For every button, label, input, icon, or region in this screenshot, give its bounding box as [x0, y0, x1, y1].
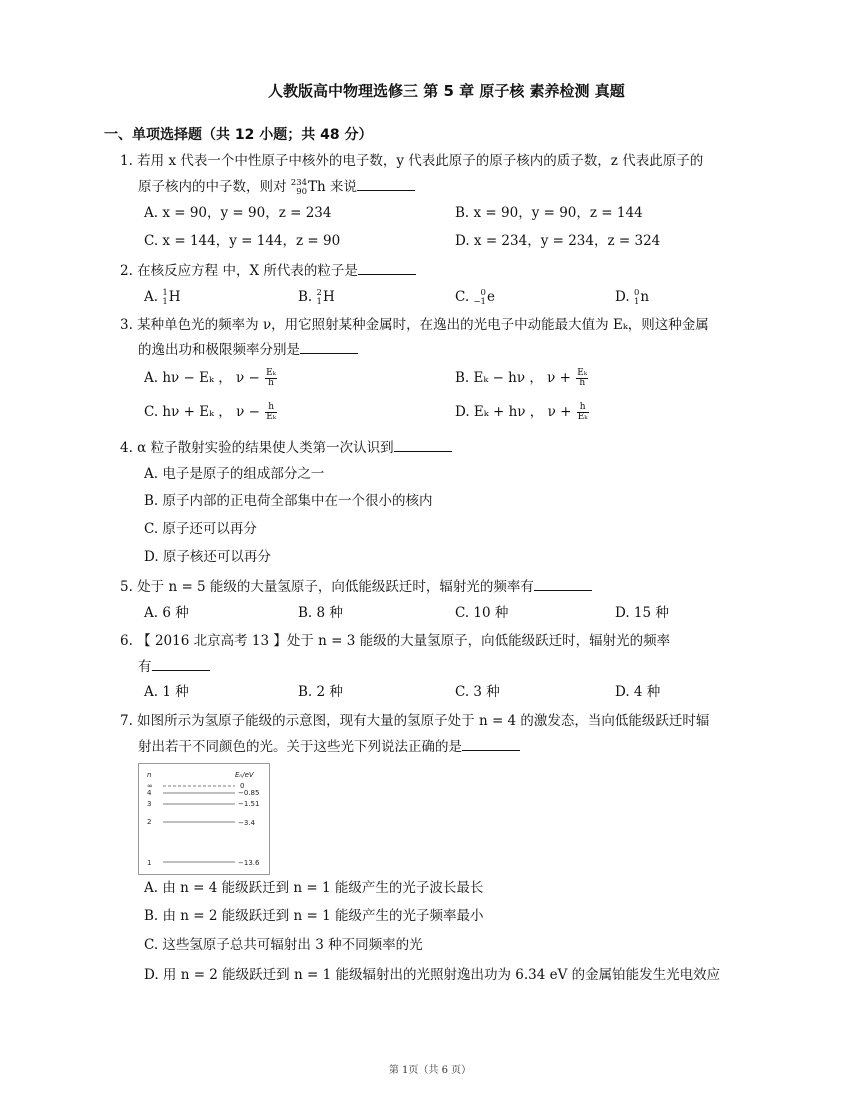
q1-option-c: C. x = 144，y = 144，z = 90 [144, 233, 341, 249]
question-1-line1: 1. 若用 x 代表一个中性原子中核外的电子数，y 代表此原子的原子核内的质子数，z 代表此原子的 [120, 153, 704, 169]
section-heading: 一、单项选择题（共 12 小题；共 48 分） [104, 127, 373, 143]
nuclide-symbol: Th [308, 179, 326, 195]
level-label-4: 4 [147, 789, 152, 797]
q3-option-d: D. Eₖ + hν ， ν + $\frac{h}{\text{Eₖ}}$ [455, 402, 588, 422]
q4-option-a: A. 电子是原子的组成部分之一 [144, 466, 325, 482]
q7-option-d: D. 用 n = 2 能级跃迁到 n = 1 能级辐射出的光照射逸出功为 6.34 eV 的金属铂能发生光电效应 [144, 967, 721, 983]
q2-option-d: D. 0 1 n [615, 288, 650, 307]
question-7-line1: 7. 如图所示为氢原子能级的示意图，现有大量的氢原子处于 n = 4 的激发态，当向低能级跃迁时辐 [120, 713, 710, 729]
answer-blank[interactable] [394, 439, 452, 452]
level-label-inf: ∞ [147, 782, 153, 790]
q1-option-b: B. x = 90，y = 90，z = 144 [455, 205, 643, 221]
energy-level-svg [139, 764, 269, 874]
nuclide-th: 234 90 [290, 178, 308, 197]
question-3-line2: 的逸出功和极限频率分别是 [138, 341, 358, 359]
q6-option-d: D. 4 种 [615, 684, 661, 700]
q4-option-c: C. 原子还可以再分 [144, 521, 257, 537]
question-1-text-end: 来说 [325, 179, 358, 195]
q2-option-a: A. 1 1 H [144, 288, 181, 307]
q2-option-c: C. 0 −1 e [455, 288, 495, 307]
level-label-2: 2 [147, 818, 152, 826]
q6-option-a: A. 1 种 [144, 684, 189, 700]
q5-option-d: D. 15 种 [615, 605, 669, 621]
page-title: 人教版高中物理选修三 第 5 章 原子核 素养检测 真题 [268, 82, 625, 100]
q1-option-a: A. x = 90，y = 90，z = 234 [144, 205, 332, 221]
q2-option-b: B. 2 1 H [298, 288, 335, 307]
level-label-3: 3 [147, 800, 152, 808]
question-3-line1: 3. 某种单色光的频率为 ν，用它照射某种金属时，在逸出的光电子中动能最大值为 Eₖ，则这种金属 [120, 317, 709, 333]
q6-option-c: C. 3 种 [455, 684, 500, 700]
q1-option-d: D. x = 234，y = 234，z = 324 [455, 233, 661, 249]
question-1-text: 原子核内的中子数，则对 [138, 179, 291, 195]
answer-blank[interactable] [534, 578, 592, 591]
answer-blank[interactable] [152, 658, 210, 671]
answer-blank[interactable] [300, 341, 358, 354]
q7-option-b: B. 由 n = 2 能级跃迁到 n = 1 能级产生的光子频率最小 [144, 908, 484, 924]
level-energy-2: −3.4 [238, 819, 255, 827]
question-6-line1: 6. 【 2016 北京高考 13 】处于 n = 3 能级的大量氢原子，向低能级跃迁时，辐射光的频率 [120, 633, 671, 649]
q3-option-a: A. hν − Eₖ ， ν − $\frac{\text{Eₖ}}{h}$ [144, 368, 276, 388]
energy-header: Eₙ/eV [235, 771, 254, 779]
q3-option-c: C. hν + Eₖ ， ν − $\frac{h}{\text{Eₖ}}$ [144, 402, 277, 422]
question-5: 5. 处于 n = 5 能级的大量氢原子，向低能级跃迁时，辐射光的频率有 [120, 578, 592, 596]
q5-option-b: B. 8 种 [298, 605, 343, 621]
question-1-line2 [138, 178, 415, 196]
q4-option-b: B. 原子内部的正电荷全部集中在一个很小的核内 [144, 493, 433, 509]
q4-option-d: D. 原子核还可以再分 [144, 549, 271, 565]
level-energy-3: −1.51 [238, 800, 260, 808]
q7-option-a: A. 由 n = 4 能级跃迁到 n = 1 能级产生的光子波长最长 [144, 880, 484, 896]
level-energy-1: −13.6 [238, 859, 260, 867]
page-footer: 第 1页（共 6 页） [388, 1065, 472, 1076]
level-energy-inf: 0 [240, 782, 245, 790]
q6-option-b: B. 2 种 [298, 684, 343, 700]
q3-option-b: B. Eₖ − hν ， ν + $\frac{\text{Eₖ}}{h}$ [455, 368, 588, 388]
question-2: 2. 在核反应方程 中，X 所代表的粒子是 [120, 262, 416, 280]
answer-blank[interactable] [357, 178, 415, 191]
question-6-line2: 有 [138, 658, 210, 676]
level-energy-4: −0.85 [238, 789, 260, 797]
question-7-line2: 射出若干不同颜色的光。关于这些光下列说法正确的是 [138, 738, 520, 756]
level-label-1: 1 [147, 859, 152, 867]
q7-option-c: C. 这些氢原子总共可辐射出 3 种不同频率的光 [144, 937, 423, 953]
energy-level-diagram [138, 763, 270, 875]
answer-blank[interactable] [462, 738, 520, 751]
q5-option-c: C. 10 种 [455, 605, 509, 621]
answer-blank[interactable] [358, 262, 416, 275]
n-header: n [147, 771, 152, 779]
q5-option-a: A. 6 种 [144, 605, 189, 621]
question-4: 4. α 粒子散射实验的结果使人类第一次认识到 [120, 439, 452, 457]
